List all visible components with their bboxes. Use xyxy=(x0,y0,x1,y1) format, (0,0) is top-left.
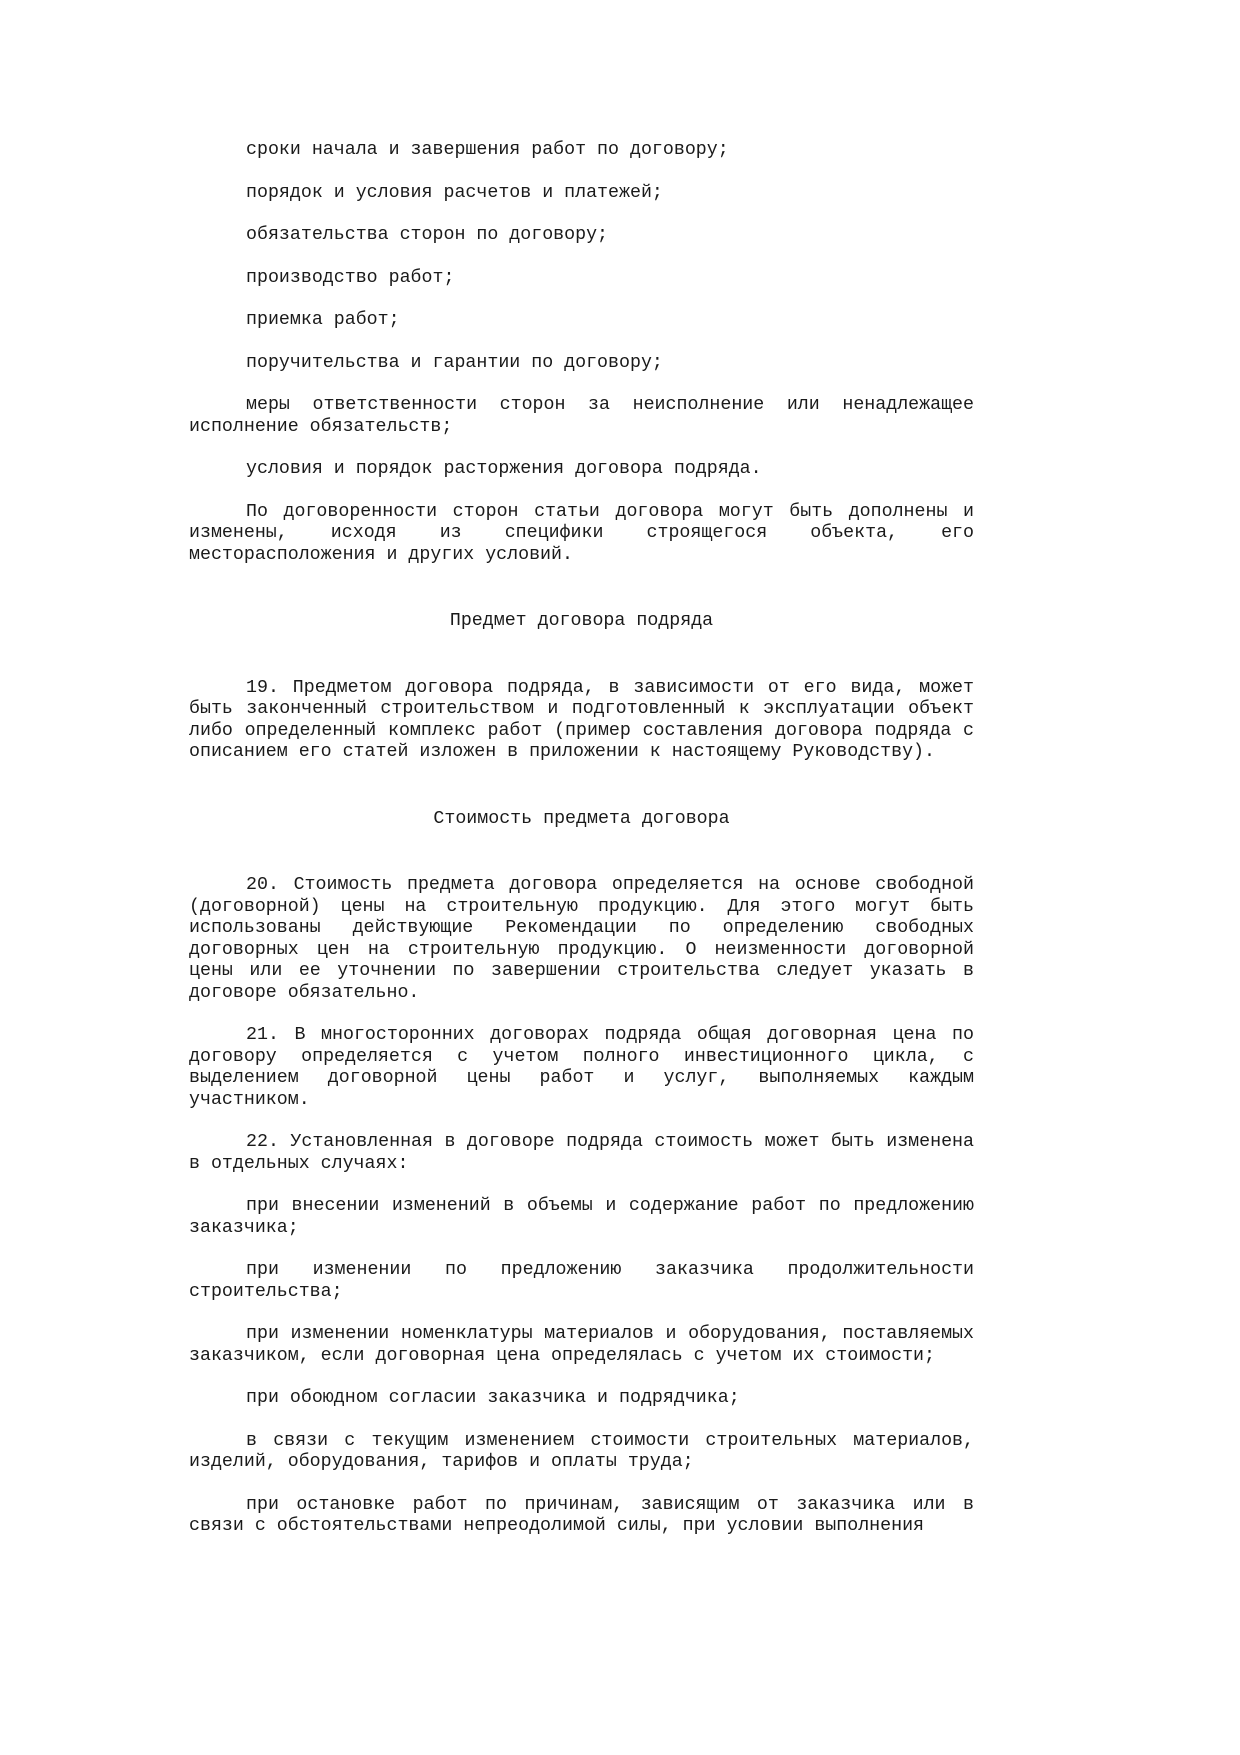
list-item: обязательства сторон по договору; xyxy=(246,225,609,245)
list-item: порядок и условия расчетов и платежей; xyxy=(246,182,663,203)
paragraph-22: 22. Установленная в договоре подряда стоимость может быть изменена в отдельных случаях: xyxy=(189,1132,974,1174)
document-page xyxy=(189,140,974,1559)
list-item: поручительства и гарантии по договору; xyxy=(246,352,663,373)
cost-change-case-2: при изменении по предложению заказчика продолжительности строительства; xyxy=(189,1260,974,1302)
cost-change-case-3: при изменении номенклатуры материалов и оборудования, поставляемых заказчиком, если договорная цена определялась с учетом их стоимости; xyxy=(189,1324,974,1366)
cost-change-case-5: в связи с текущим изменением стоимости строительных материалов, изделий, оборудования, тарифов и оплаты труда; xyxy=(189,1430,974,1472)
section-heading-cost: Стоимость предмета договора xyxy=(433,808,730,829)
list-item: производство работ; xyxy=(246,267,455,288)
list-item: сроки начала и завершения работ по договору; xyxy=(246,140,729,160)
cost-change-case-6: при остановке работ по причинам, зависящим от заказчика или в связи с обстоятельствами непреодолимой силы, при условии выполнения xyxy=(189,1494,974,1536)
cost-change-case-1: при внесении изменений в объемы и содержание работ по предложению заказчика; xyxy=(189,1196,974,1238)
liability-item: меры ответственности сторон за неисполнение или ненадлежащее исполнение обязательств; xyxy=(189,395,974,437)
amendment-paragraph: По договоренности сторон статьи договора могут быть дополнены и изменены, исходя из специфики строящегося объекта, его месторасположения и других условий. xyxy=(189,501,974,565)
cost-change-case-4: при обоюдном согласии заказчика и подрядчика; xyxy=(246,1388,740,1408)
termination-item: условия и порядок расторжения договора подряда. xyxy=(246,459,762,479)
paragraph-21: 21. В многосторонних договорах подряда общая договорная цена по договору определяется с учетом полного инвестиционного цикла, с выделением договорной цены работ и услуг, выполняемых каждым участником. xyxy=(189,1025,974,1110)
section-heading-subject: Предмет договора подряда xyxy=(449,611,714,631)
paragraph-19: 19. Предметом договора подряда, в зависимости от его вида, может быть законченный строительством и подготовленный к эксплуатации объект либо определенный комплекс работ (пример составления договора подряда с описанием его статей изложен в приложении к настоящему Руководству). xyxy=(189,677,974,762)
list-item: приемка работ; xyxy=(246,310,400,330)
paragraph-20: 20. Стоимость предмета договора определяется на основе свободной (договорной) цены на строительную продукцию. Для этого могут быть использованы действующие Рекомендации по определению свободных договорных цен на строительную продукцию. О неизменности договорной цены или ее уточнении по завершении строительства следует указать в договоре обязательно. xyxy=(189,875,974,1003)
